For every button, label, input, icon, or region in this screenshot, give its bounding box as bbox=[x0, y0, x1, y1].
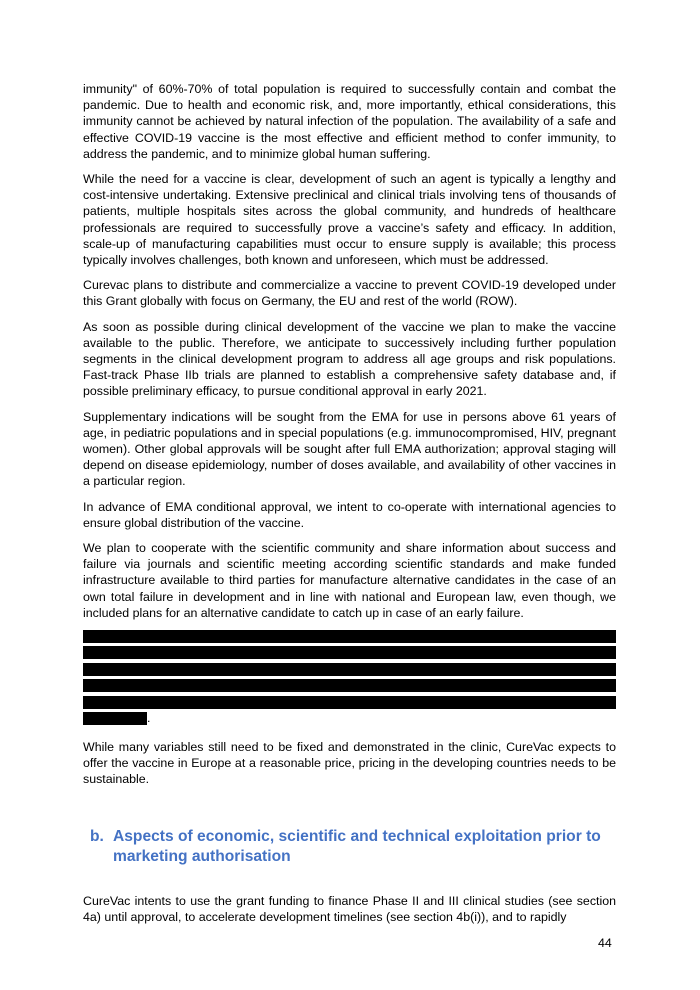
section-title: Aspects of economic, scientific and technical exploitation prior to marketing authorisation bbox=[113, 827, 601, 866]
redaction-bar bbox=[83, 630, 616, 643]
paragraph-distribution-plan: Curevac plans to distribute and commercialize a vaccine to prevent COVID-19 developed under this Grant globally with focus on Germany, the EU and rest of the world (ROW). bbox=[83, 278, 616, 309]
redaction-bar bbox=[83, 646, 616, 659]
paragraph-international-cooperation: In advance of EMA conditional approval, we intent to co-operate with international agencies to ensure global distribution of the vaccine. bbox=[83, 499, 616, 530]
redaction-bar-short bbox=[83, 712, 147, 725]
paragraph-grant-funding: CureVac intents to use the grant funding to finance Phase II and III clinical studies (see section 4a) until approval, to accelerate development timelines (see section 4b(i)), and to rapidly bbox=[83, 893, 616, 924]
page-number: 44 bbox=[598, 936, 612, 950]
redaction-bar bbox=[83, 696, 616, 709]
document-body bbox=[83, 81, 616, 934]
paragraph-pricing: While many variables still need to be fixed and demonstrated in the clinic, CureVac expects to offer the vaccine in Europe at a reasonable price, pricing in the developing countries needs to be sustainable. bbox=[83, 740, 616, 787]
section-heading bbox=[90, 827, 616, 868]
paragraph-scientific-community: We plan to cooperate with the scientific community and share information about success and failure via journals and scientific meeting according scientific standards and make funded infrastructure available to third parties for manufacture alternative candidates in the case of an own total failure in development and in line with national and European law, even though, we included plans for an alternative candidate to catch up in case of an early failure. bbox=[83, 541, 616, 620]
paragraph-supplementary-indications: Supplementary indications will be sought from the EMA for use in persons above 61 years of age, in pediatric populations and in special populations (e.g. immunocompromised, HIV, pregnant women). Other global approvals will be sought after full EMA authorization; approval staging will depend on disease epidemiology, number of doses available, and availability of other vaccines in a particular region. bbox=[83, 409, 616, 489]
redaction-trailing-text: . bbox=[147, 711, 151, 726]
paragraph-vaccine-development: While the need for a vaccine is clear, development of such an agent is typically a lengthy and cost-intensive undertaking. Extensive preclinical and clinical trials involving tens of thousands of patients, multiple hospitals sites across the global community, and hundreds of healthcare professionals are required to successfully prove a vaccine’s safety and efficacy. In addition, scale-up of manufacturing capabilities must occur to ensure supply is available; this process typically involves challenges, both known and unforeseen, which must be addressed. bbox=[83, 172, 616, 268]
paragraph-clinical-availability: As soon as possible during clinical development of the vaccine we plan to make the vaccine available to the public. Therefore, we anticipate to successively including further population segments in the clinical development program to address all age groups and risk populations. Fast-track Phase IIb trials are planned to establish a comprehensive safety database and, if possible preliminary efficacy, to pursue conditional approval in early 2021. bbox=[83, 319, 616, 399]
redaction-bar bbox=[83, 663, 616, 676]
paragraph-herd-immunity: immunity" of 60%-70% of total population is required to successfully contain and combat the pandemic. Due to health and economic risk, and, more importantly, ethical considerations, this immunity cannot be achieved by natural infection of the population. The availability of a safe and effective COVID-19 vaccine is the most effective and efficient method to confer immunity, to address the pandemic, and to minimize global human suffering. bbox=[83, 82, 616, 161]
redacted-block bbox=[83, 630, 616, 725]
redaction-bar bbox=[83, 679, 616, 692]
section-letter: b. bbox=[90, 827, 104, 845]
